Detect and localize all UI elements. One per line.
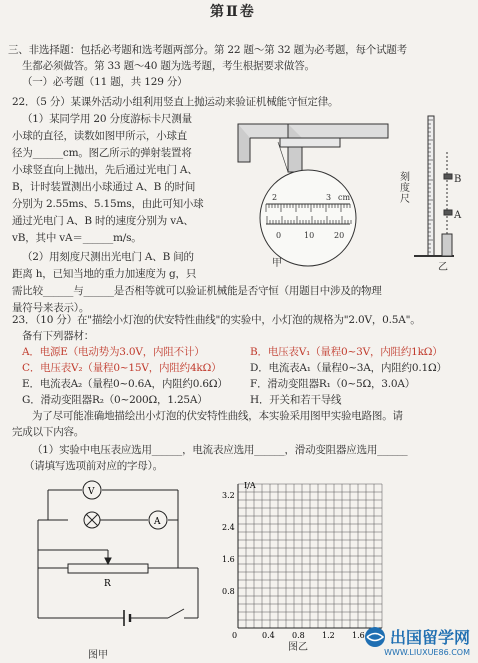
vernier-num-20: 20 <box>334 231 345 240</box>
q23-intro: 23．（10 分）在"描绘小灯泡的伏安特性曲线"的实验中，小灯泡的规格为"2.0V，0.5A"。 <box>12 314 421 326</box>
ruler-char-3: 尺 <box>400 194 410 205</box>
vernier-num-3: 3 <box>326 193 332 202</box>
q22-p1-line-7: 通过光电门 A、B 时的速度分别为 vA、 <box>12 215 194 227</box>
item-e: E．电流表A₂（量程0~0.6A，内阻约0.6Ω） <box>22 378 228 390</box>
q22-p2-line-3: 需比较______与______是否相等就可以验证机械能是否守恒（用题目中涉及的物理 <box>12 285 382 297</box>
item-a: A．电源E（电动势为3.0V，内阻不计） <box>22 346 205 358</box>
circuit-caption: 图甲 <box>88 650 108 661</box>
watermark-text: 出国留学网 <box>389 628 470 647</box>
xtick-0.4: 0.4 <box>262 631 275 640</box>
figure-a-label: 甲 <box>272 258 282 269</box>
voltmeter-label: V <box>88 487 95 497</box>
vernier-num-0: 0 <box>276 231 282 240</box>
gate-b-label: B <box>454 174 462 185</box>
ytick-3.2: 3.2 <box>222 491 235 500</box>
q23-q1-line-2: （请填写选项前对应的字母）。 <box>24 460 163 472</box>
q22-p1-line-4: 小球竖直向上抛出，先后通过光电门 A、 <box>12 164 198 176</box>
q22-p2-line-2: 距离 h，已知当地的重力加速度为 g，只 <box>12 268 197 280</box>
launcher-ruler-figure <box>410 112 470 277</box>
section3-line-3: （一）必考题（11 题，共 129 分） <box>22 76 188 88</box>
iv-graph <box>218 478 388 653</box>
q23-after-line-1: 为了尽可能准确地描绘出小灯泡的伏安特性曲线，本实验采用图甲实验电路图。请 <box>32 410 403 422</box>
q22-p1-line-3: 径为______cm。图乙所示的弹射装置将 <box>12 147 192 159</box>
q22-p2-line-4: 量符号来表示）。 <box>12 302 90 314</box>
xtick-1.6: 1.6 <box>352 631 365 640</box>
q22-p1-line-2: 小球的直径，读数如图甲所示，小球直 <box>12 130 188 142</box>
ruler-char-1: 刻 <box>400 172 410 183</box>
globe-logo-icon <box>364 626 386 648</box>
graph-ylabel: I/A <box>244 481 256 490</box>
q22-p1-line-6: 分别为 2.55ms、5.15ms，由此可知小球 <box>12 198 204 210</box>
ytick-2.4: 2.4 <box>222 523 235 532</box>
q22-p2-line-1: （2）用刻度尺测出光电门 A、B 间的 <box>22 251 194 263</box>
circuit-diagram <box>28 478 208 648</box>
item-h: H．开关和若干导线 <box>250 394 342 406</box>
gate-a-label: A <box>454 210 462 221</box>
vernier-num-2: 2 <box>272 193 278 202</box>
item-f: F．滑动变阻器R₁（0~5Ω，3.0A） <box>250 378 416 390</box>
ytick-1.6: 1.6 <box>222 555 235 564</box>
q23-sub: 备有下列器材： <box>22 330 95 342</box>
q23-after-line-2: 完成以下内容。 <box>12 426 85 438</box>
item-c: C．电压表V₂（量程0~15V，内阻约4kΩ） <box>22 362 222 374</box>
vernier-num-10: 10 <box>304 231 315 240</box>
section3-line-1: 三、非选择题：包括必考题和选考题两部分。第 22 题～第 32 题为必考题，每个试题考 <box>8 44 407 56</box>
ruler-label <box>400 172 410 205</box>
q22-p1-line-5: B，计时装置测出小球通过 A、B 的时间 <box>12 181 196 193</box>
item-d: D．电流表A₁（量程0~3A，内阻约0.1Ω） <box>250 362 447 374</box>
ytick-0.8: 0.8 <box>222 587 235 596</box>
section3-line-2: 生都必须做答。第 33 题～40 题为选考题，考生根据要求做答。 <box>22 60 315 72</box>
watermark <box>364 625 470 657</box>
figure-b-label: 乙 <box>438 262 448 273</box>
graph-caption: 图乙 <box>288 642 308 653</box>
xtick-0.8: 0.8 <box>292 631 305 640</box>
item-b: B．电压表V₁（量程0~3V，内阻约1kΩ） <box>250 346 443 358</box>
watermark-url: WWW.LIUXUE86.COM <box>384 648 470 657</box>
item-g: G．滑动变阻器R₂（0~200Ω，1.25A） <box>22 394 208 406</box>
vernier-caliper-figure <box>218 112 408 272</box>
vernier-unit: cm <box>338 193 351 202</box>
xtick-1.2: 1.2 <box>322 631 335 640</box>
q23-q1-line-1: （1）实验中电压表应选用______，电流表应选用______，滑动变阻器应选用______ <box>32 444 408 456</box>
q22-intro: 22．（5 分）某课外活动小组利用竖直上抛运动来验证机械能守恒定律。 <box>12 96 339 108</box>
ruler-char-2: 度 <box>400 183 410 194</box>
rheostat-label: R <box>104 579 111 589</box>
section-title: 第Ⅱ卷 <box>210 4 256 20</box>
q22-p1-line-1: （1）某同学用 20 分度游标卡尺测量 <box>22 113 192 125</box>
xtick-0: 0 <box>232 631 238 640</box>
q22-p1-line-8: vB，其中 vA＝______m/s。 <box>12 232 142 244</box>
ammeter-label: A <box>154 517 161 527</box>
